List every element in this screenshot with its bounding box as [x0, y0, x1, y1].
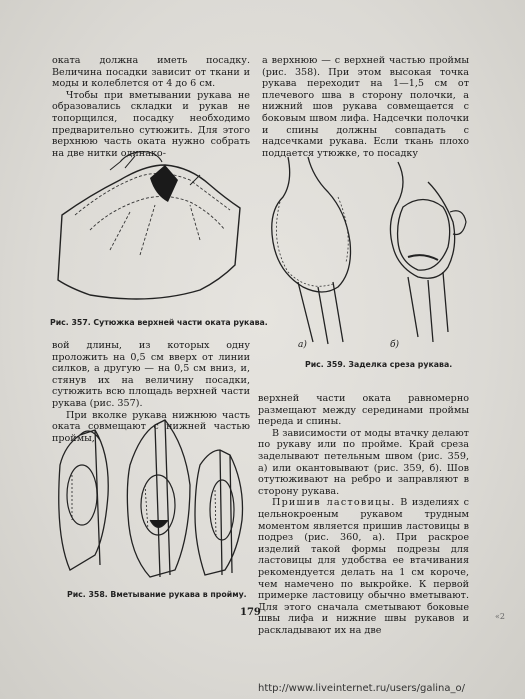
paragraph: вой длины, из которых одну проложить на 0,5 см вверх от линии силков, а другую — на 0,5 см вниз, и, стянув их на величину посадки, сутюжить всю площадь верхней части рукава (рис. 357).	[52, 340, 250, 409]
paragraph: окатa должна иметь посадку. Величина посадки зависит от ткани и моды и колеблется от 4 до 6 см.	[52, 55, 250, 90]
paragraph: Чтобы при вметывании рукава не образовались складки и рукав не топорщился, посадку необходимо предварительно сутюжить. Для этого верхнюю часть оката нужно собрать на две нитки одинако-	[52, 89, 250, 159]
paragraph: В зависимости от моды втачку делают по рукаву или по пройме. Край среза заделывают петельным швом (рис. 359, а) или окантовывают (рис. 359, б). Шов отутюживают на ребро и заправляют в сторону рукава.	[258, 427, 469, 497]
watermark-url: http://www.liveinternet.ru/users/galina_o/	[258, 683, 465, 694]
page-number: 179	[240, 607, 261, 618]
paragraph: При вколке рукава нижнюю часть оката совмещают с нижней частью проймы,	[52, 409, 250, 444]
paragraph	[258, 497, 469, 636]
section-text: В изделиях с цельнокроеным рукавом трудным моментом является пришив ластовицы в подрез (рис. 360, а). При раскрое изделий такой формы подрезы для ластовицы для удобства ее втачивания рекомендуется делать на 1 см короче, чем намечено по выкройке. К первой примерке ластовицу обычно вметывают. Для этого сначала сметывают боковые швы лифа и нижние швы рукавов и раскладывают их на две	[258, 497, 469, 636]
text-column-right-top	[262, 55, 469, 159]
subfigure-label-b: б)	[390, 340, 400, 350]
subfigure-label-a: а)	[298, 340, 307, 350]
figure-359-sleeve-seam-finish	[258, 152, 473, 352]
figure-358-setting-sleeve	[50, 405, 255, 585]
paragraph: а верхнюю — с верхней частью проймы (рис. 358). При этом высокая точка рукава переходит на 1—1,5 см от плечевого шва в сторону полочки, а нижний шов рукава совмещается с боковым швом лифа. Надсечки полочки и спины должны совпадать с надсечками рукава. Если ткань плохо поддается утюжке, то посадку	[262, 55, 469, 159]
figure-caption: Рис. 359. Заделка среза рукава.	[305, 360, 453, 369]
figure-caption: Рис. 358. Вметывание рукава в пройму.	[67, 590, 247, 599]
page-margin-mark: «2	[495, 612, 505, 621]
section-heading: Пришив ластовицы.	[272, 497, 396, 509]
figure-caption: Рис. 357. Сутюжка верхней части оката рукава.	[50, 318, 268, 327]
paragraph: верхней части оката равномерно размещают между серединами проймы переда и спины.	[258, 393, 469, 428]
text-column-right-middle	[258, 393, 469, 636]
figure-357-sleeve-cap	[50, 140, 255, 310]
